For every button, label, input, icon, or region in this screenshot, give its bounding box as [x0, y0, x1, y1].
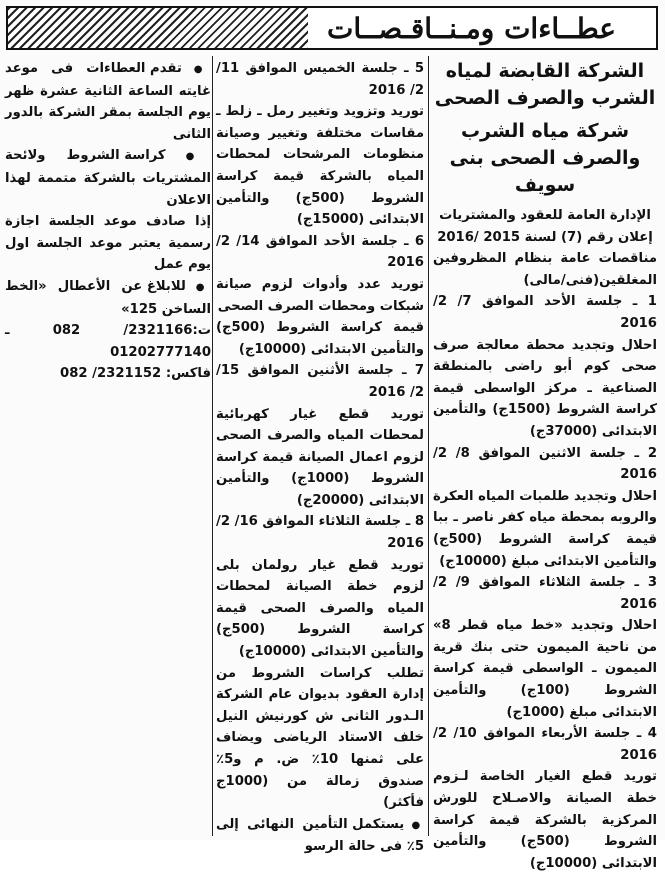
session-5-date: 5 ـ جلسة الخميس الموافق 11/ 2/ 2016 [216, 61, 424, 98]
session-3-details: احلال وتجديد «خط مياه قطر 8» من ناحية الميمون حتى بنك قرية الميمون ـ الواسطى قيمة كراسة الشروط (100ج) والتأمين الابتدائى مبلغ (1000ج) [433, 618, 657, 720]
session-6-details: توريد عدد وأدوات لزوم صيانة شبكات ومحطات الصرف الصحى [216, 276, 424, 314]
phone-numbers: ت:2321166/ 082 ـ 01202777140 [5, 323, 211, 360]
session-1-details: احلال وتجديد محطة معالجة صرف صحى كوم أبو راضى بالمنطقة الصناعية ـ مركز الواسطى قيمة كراسة الشروط (1500ج) والتأمين الابتدائى (37000ج) [433, 337, 657, 439]
department-name: الإدارة العامة للعقود والمشتريات [439, 208, 651, 223]
fax-number: فاكس: 2321152/ 082 [60, 366, 211, 382]
announcement-number: إعلان رقم (7) لسنة 2015 /2016 [437, 229, 653, 245]
tender-type: مناقصات عامة بنظام المظروفين المغلقين(فنى/مالى) [433, 251, 657, 288]
session-8-details: توريد قطع غيار رولمان بلى لزوم خطة الصيانة لمحطات المياه والصرف الصحى قيمة كراسة الشروط (500ج) والتأمين الابتدائى (10000ج) [216, 557, 424, 660]
session-2-details: احلال وتجديد طلمبات المياه العكرة والروبه بمحطة مياه كفر ناصر ـ ببا قيمة كراسة الشروط (500ج) والتأمين الابتدائى مبلغ (10000ج) [433, 488, 657, 569]
session-7-date: 7 ـ جلسة الأثنين الموافق 15/ 2/ 2016 [216, 363, 424, 400]
session-2-date: 2 ـ جلسة الاثنين الموافق 8/ 2/ 2016 [433, 445, 657, 483]
column-divider-right [428, 56, 429, 836]
holding-company-name: الشركة القابضة لمياه الشرب والصرف الصحى [434, 60, 656, 109]
session-6-fees: قيمة كراسة الشروط (500ج) والتأمين الابتدائى (10000ج) [216, 320, 424, 357]
company-name: شركة مياه الشرب والصرف الصحى بنى سويف [449, 120, 641, 196]
section-header [6, 6, 658, 50]
session-5-details: توريد وتزويد وتغيير رمل ـ زلط ـ مقاسات مختلفة وتغيير وصيانة منظومات المرشحات لمحطات المياه بالشركة قيمة كراسة الشروط (500ج) والتأمين الابتدائى (15000ج) [216, 104, 424, 228]
conditions-purchase-note: تطلب كراسات الشروط من إدارة العقود بديوان عام الشركة الـدور الثانى ش كورنيش النيل خلف الاستاد الرياضى ويضاف على ثمنها 10٪ ض. م و5٪ صندوق زمالة من (1000ج فأكثر) [216, 665, 425, 811]
header-stripe-decoration [8, 8, 308, 48]
session-4-details: توريد قطع الغيار الخاصة لـزوم خطة الصيانة والاصـلاح للورش المركزية بالشركة قيمة كراسة الشروط (500ج) والتأمين الابتدائى (10000ج) [433, 769, 657, 871]
session-8-date: 8 ـ جلسة الثلاثاء الموافق 16/ 2/ 2016 [216, 514, 424, 552]
right-column [433, 58, 657, 871]
regulations-note: ● كراسة الشروط ولائحة المشتريات بالشركة متممة لهذا الاعلان [5, 145, 211, 211]
middle-column [216, 58, 425, 855]
session-7-details: توريد قطع غيار كهربائية لمحطات المياه والصرف الصحى لزوم اعمال الصيانة قيمة كراسة الشروط (1000ج) والتأمين الابتدائى (20000ج) [216, 406, 424, 508]
section-title: عطــاءات ومـنــاقـصــات [317, 10, 626, 48]
left-column [5, 58, 211, 408]
column-divider-left [212, 56, 213, 836]
holiday-note: إذا صادف موعد الجلسة اجازة رسمية يعتبر موعد الجلسة اول يوم عمل [5, 214, 211, 273]
session-6-date: 6 ـ جلسة الأحد الموافق 14/ 2/ 2016 [216, 233, 424, 271]
session-1-date: 1 ـ جلسة الأحد الموافق 7/ 2/ 2016 [433, 294, 657, 331]
session-4-date: 4 ـ جلسة الأربعاء الموافق 10/ 2/ 2016 [433, 726, 657, 763]
hotline-note: ● للابلاغ عن الأعطال «الخط الساخن 125» [5, 276, 211, 320]
final-insurance-note: ● يستكمل التأمين النهائى إلى 5٪ فى حالة الرسو [216, 814, 424, 858]
bid-submission-note: ● تقدم العطاءات فى موعد غايته الساعة الثانية عشرة ظهر يوم الجلسة بمقر الشركة بالدور الثانى [5, 58, 211, 145]
session-3-date: 3 ـ جلسة الثلاثاء الموافق 9/ 2/ 2016 [433, 575, 657, 612]
